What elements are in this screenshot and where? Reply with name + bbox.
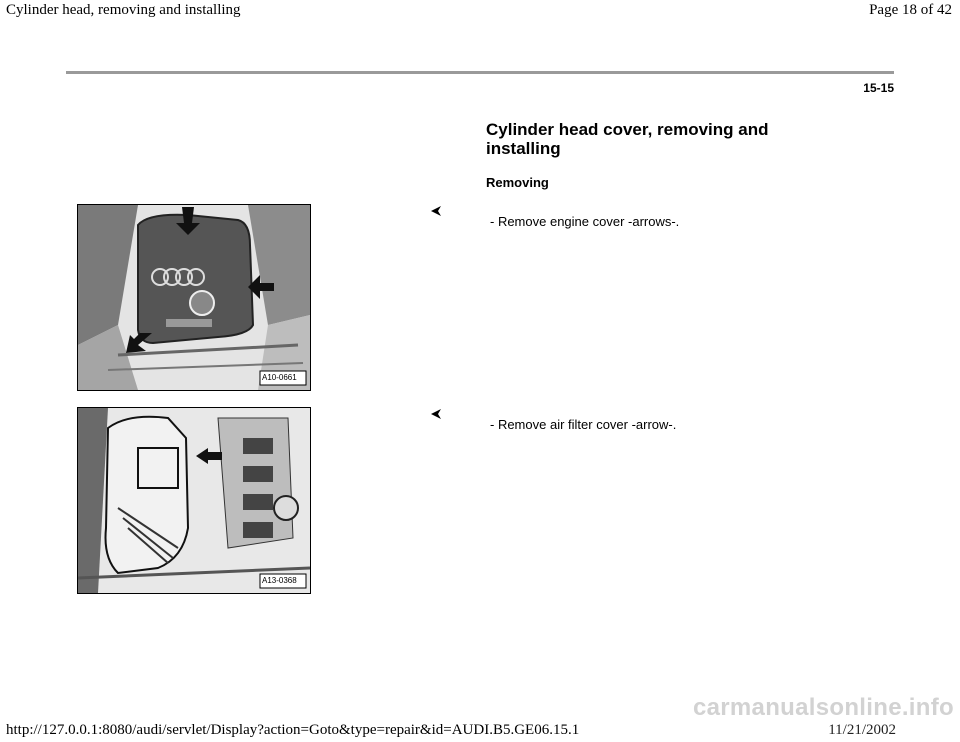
- watermark: carmanualsonline.info: [692, 694, 954, 721]
- section-title: Cylinder head cover, removing and installing: [486, 120, 769, 158]
- air-filter-figure: [77, 407, 311, 594]
- page-number: 15-15: [863, 81, 894, 95]
- figure-code: A13-0368: [262, 576, 297, 585]
- step-text: - Remove air filter cover -arrow-.: [490, 417, 677, 432]
- step-text: - Remove engine cover -arrows-.: [490, 214, 680, 229]
- engine-cover-figure: [77, 204, 311, 391]
- footer-date: 11/21/2002: [828, 722, 896, 738]
- section-subtitle: Removing: [486, 175, 549, 190]
- footer-url[interactable]: http://127.0.0.1:8080/audi/servlet/Display?action=Goto&type=repair&id=AUDI.B5.GE06.15.1: [6, 722, 580, 738]
- pointer-left-icon: [429, 407, 443, 421]
- header-rule: [66, 71, 894, 74]
- page-indicator: Page 18 of 42: [869, 2, 952, 18]
- document-title: Cylinder head, removing and installing: [6, 2, 241, 18]
- pointer-left-icon: [429, 204, 443, 218]
- figure-code: A10-0661: [262, 373, 297, 382]
